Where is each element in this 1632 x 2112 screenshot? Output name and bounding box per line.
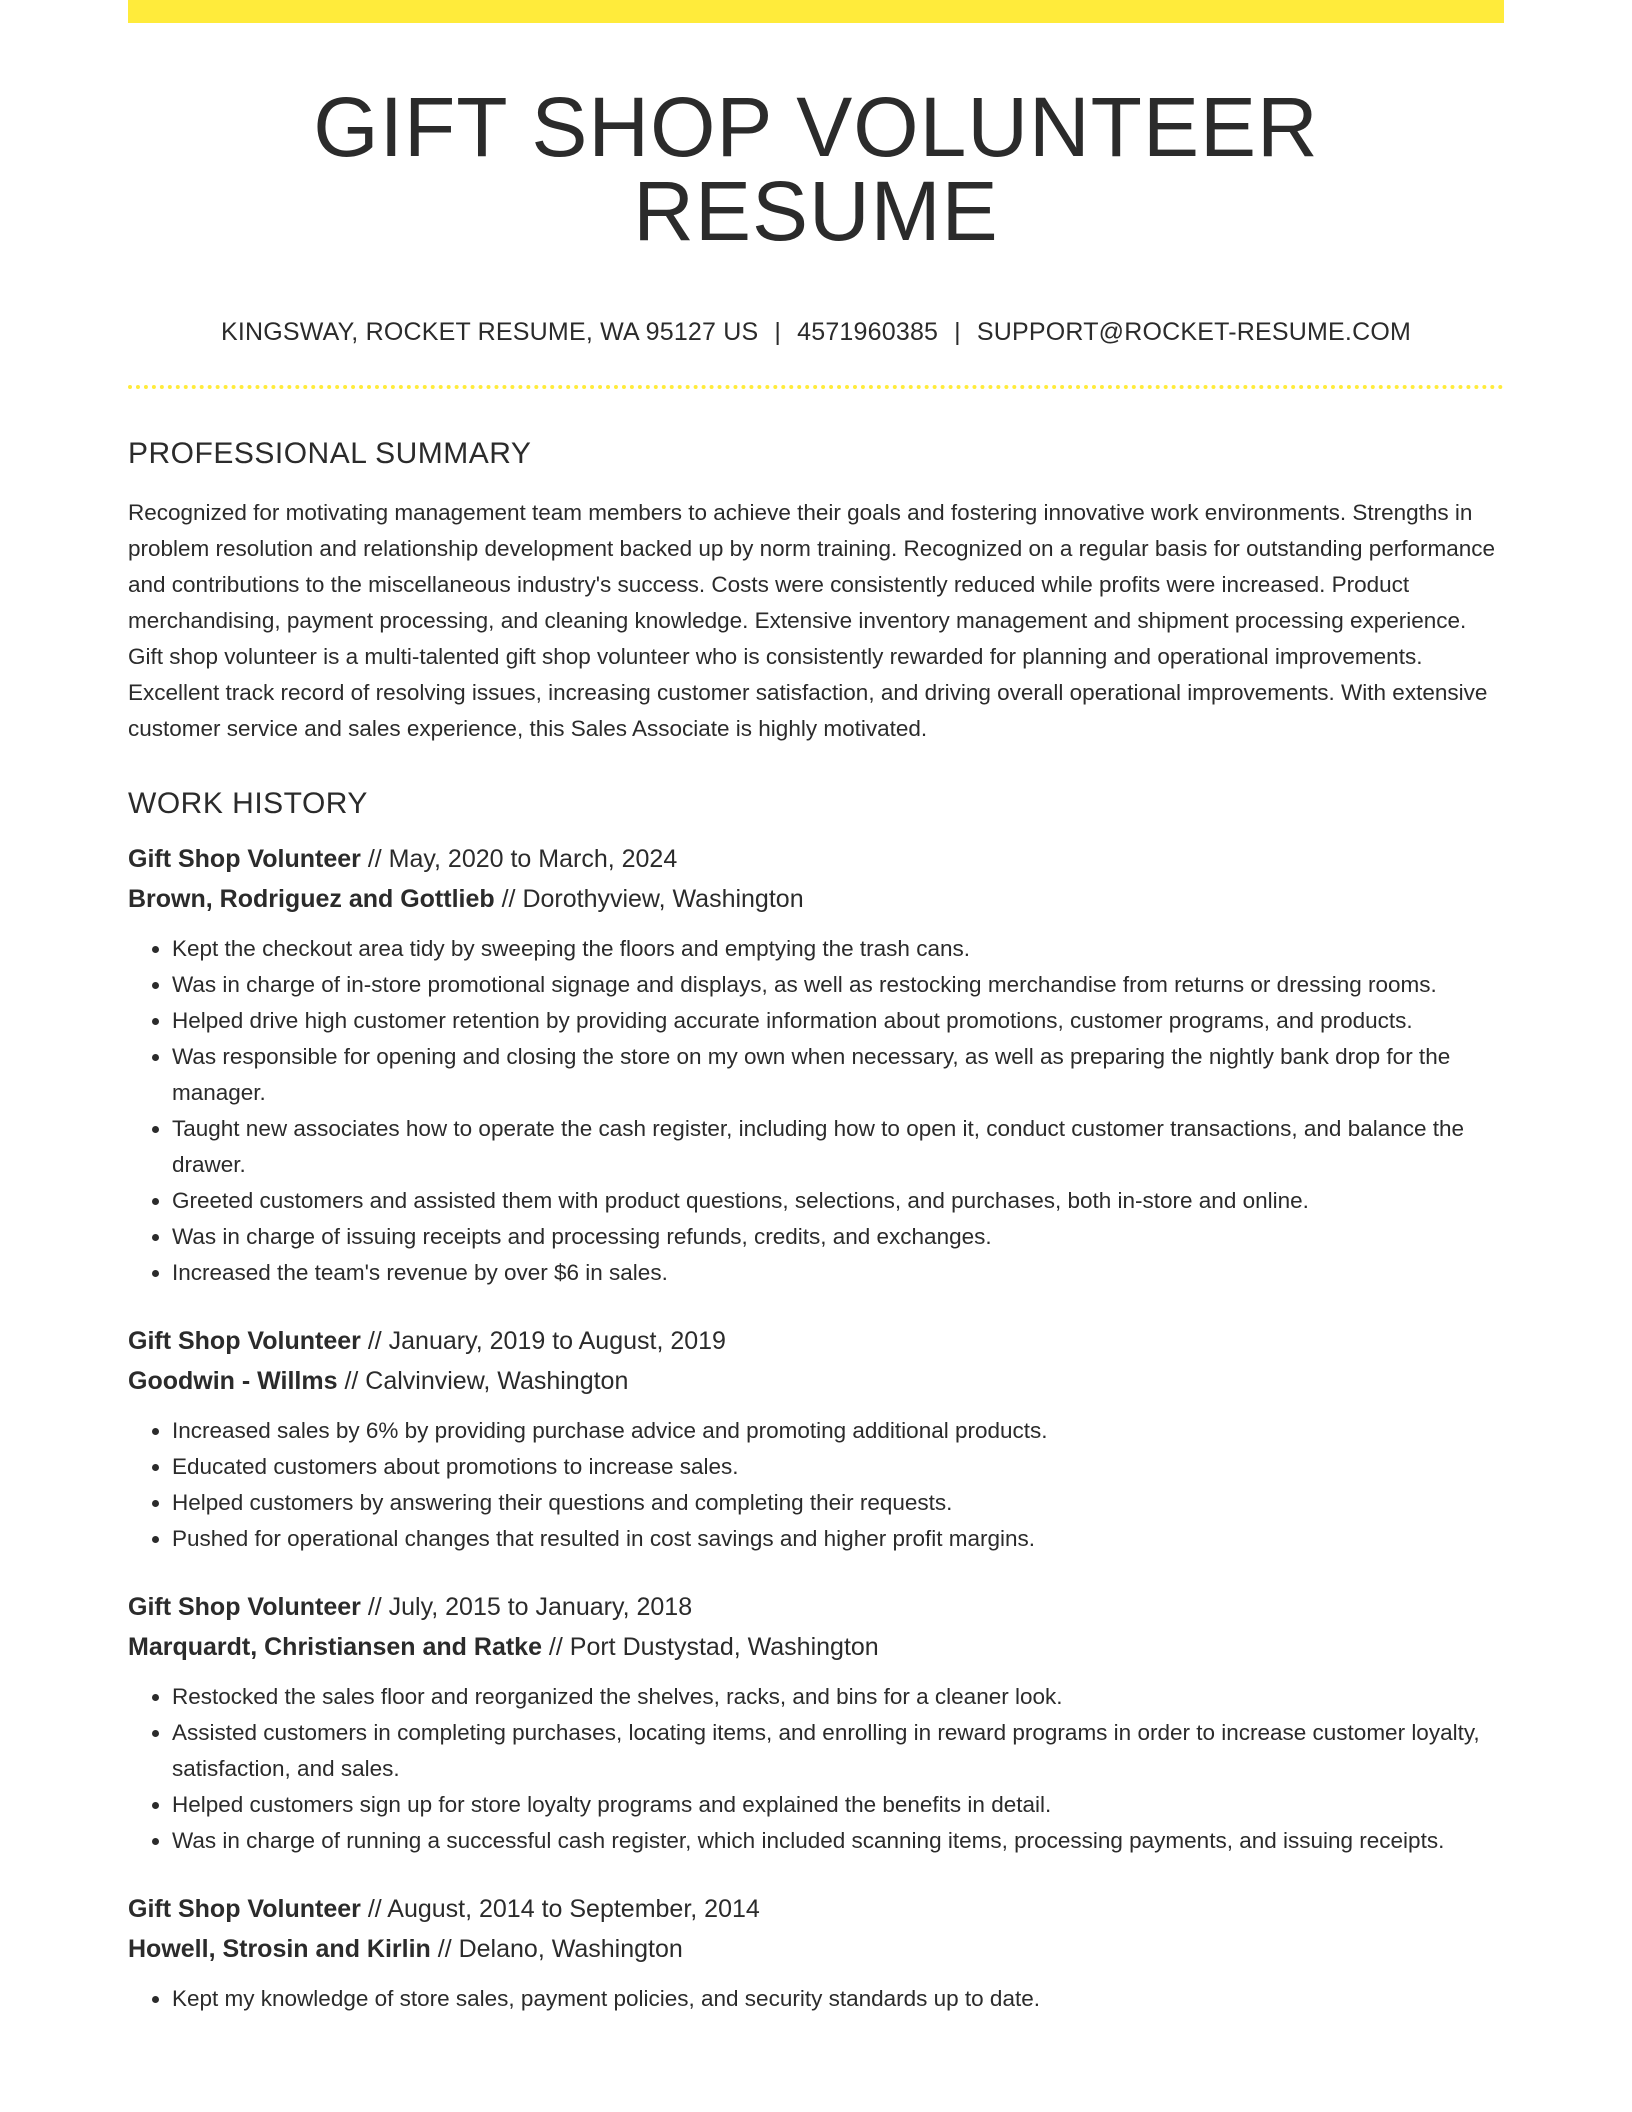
job-company-line	[128, 1627, 1504, 1667]
job-company-line	[128, 1929, 1504, 1969]
bullet-item: • Was in charge of running a successful cash register, which included scanning items, processing payments, and issuing receipts.	[172, 1823, 1504, 1859]
job-dates: // January, 2019 to August, 2019	[360, 1327, 726, 1355]
contact-email[interactable]: SUPPORT@ROCKET-RESUME.COM	[976, 318, 1412, 346]
job-title: Gift Shop Volunteer	[128, 1895, 361, 1923]
contact-phone: 4571960385	[797, 318, 939, 346]
job-entry	[128, 1321, 1504, 1557]
job-entry	[128, 839, 1504, 1291]
job-title: Gift Shop Volunteer	[128, 845, 361, 873]
job-dates: // May, 2020 to March, 2024	[360, 845, 678, 873]
work-history-heading: WORK HISTORY	[128, 787, 368, 820]
bullet-item: • Restocked the sales floor and reorganized the shelves, racks, and bins for a cleaner look.	[172, 1679, 1504, 1715]
job-location: // Calvinview, Washington	[337, 1367, 629, 1395]
job-title: Gift Shop Volunteer	[128, 1327, 361, 1355]
bullet-item: • Taught new associates how to operate the cash register, including how to open it, conduct customer transactions, and balance the drawer.	[172, 1111, 1504, 1183]
job-company: Howell, Strosin and Kirlin	[128, 1935, 431, 1963]
summary-heading: PROFESSIONAL SUMMARY	[128, 437, 532, 470]
bullet-item: • Educated customers about promotions to increase sales.	[172, 1449, 1504, 1485]
bullet-item: • Was in charge of issuing receipts and processing refunds, credits, and exchanges.	[172, 1219, 1504, 1255]
job-title: Gift Shop Volunteer	[128, 1593, 361, 1621]
bullet-item: • Was in charge of in-store promotional signage and displays, as well as restocking merchandise from returns or dressing rooms.	[172, 967, 1504, 1003]
bullet-item: • Kept the checkout area tidy by sweeping the floors and emptying the trash cans.	[172, 931, 1504, 967]
bullet-item: • Helped drive high customer retention by providing accurate information about promotions, customer programs, and products.	[172, 1003, 1504, 1039]
job-company-line	[128, 879, 1504, 919]
bullet-item: • Greeted customers and assisted them with product questions, selections, and purchases, both in-store and online.	[172, 1183, 1504, 1219]
job-location: // Dorothyview, Washington	[494, 885, 804, 913]
bullet-item: • Increased the team's revenue by over $6 in sales.	[172, 1255, 1504, 1291]
dotted-divider	[128, 385, 1504, 389]
job-entry	[128, 1587, 1504, 1859]
bullet-item: • Increased sales by 6% by providing purchase advice and promoting additional products.	[172, 1413, 1504, 1449]
job-title-line	[128, 839, 1504, 879]
job-title-line	[128, 1889, 1504, 1929]
job-bullets	[128, 1981, 1504, 2017]
contact-separator: |	[954, 318, 961, 346]
top-accent-bar	[128, 0, 1504, 23]
bullet-item: • Assisted customers in completing purchases, locating items, and enrolling in reward programs in order to increase customer loyalty, satisfaction, and sales.	[172, 1715, 1504, 1787]
job-dates: // July, 2015 to January, 2018	[360, 1593, 693, 1621]
job-title-line	[128, 1587, 1504, 1627]
bullet-item: • Pushed for operational changes that resulted in cost savings and higher profit margins.	[172, 1521, 1504, 1557]
resume-page	[128, 0, 1504, 2017]
summary-text: Recognized for motivating management team members to achieve their goals and fostering innovative work environments. Strengths in problem resolution and relationship development backed up by norm training. Recognized on a regular basis for outstanding performance and contributions to the miscellaneous industry's success. Costs were consistently reduced while profits were increased. Product merchandising, payment processing, and cleaning knowledge. Extensive inventory management and shipment processing experience. Gift shop volunteer is a multi-talented gift shop volunteer who is consistently rewarded for planning and operational improvements. Excellent track record of resolving issues, increasing customer satisfaction, and driving overall operational improvements. With extensive customer service and sales experience, this Sales Associate is highly motivated.	[128, 500, 1496, 741]
resume-title: GIFT SHOP VOLUNTEER RESUME	[313, 80, 1319, 258]
job-title-line	[128, 1321, 1504, 1361]
contact-separator: |	[774, 318, 782, 346]
contact-address: KINGSWAY, ROCKET RESUME, WA 95127 US	[220, 318, 759, 346]
bullet-item: • Kept my knowledge of store sales, payment policies, and security standards up to date.	[172, 1981, 1504, 2017]
contact-line	[128, 320, 1504, 345]
job-entry	[128, 1889, 1504, 2017]
job-bullets	[128, 1679, 1504, 1859]
job-company: Marquardt, Christiansen and Ratke	[128, 1633, 542, 1661]
job-location: // Delano, Washington	[430, 1935, 683, 1963]
job-company: Goodwin - Willms	[128, 1367, 338, 1395]
bullet-item: • Helped customers sign up for store loyalty programs and explained the benefits in detail.	[172, 1787, 1504, 1823]
bullet-item: • Helped customers by answering their questions and completing their requests.	[172, 1485, 1504, 1521]
job-dates: // August, 2014 to September, 2014	[360, 1895, 760, 1923]
job-location: // Port Dustystad, Washington	[541, 1633, 879, 1661]
job-bullets	[128, 1413, 1504, 1557]
job-company: Brown, Rodriguez and Gottlieb	[128, 885, 495, 913]
bullet-item: • Was responsible for opening and closing the store on my own when necessary, as well as preparing the nightly bank drop for the manager.	[172, 1039, 1504, 1111]
job-company-line	[128, 1361, 1504, 1401]
job-bullets	[128, 931, 1504, 1291]
